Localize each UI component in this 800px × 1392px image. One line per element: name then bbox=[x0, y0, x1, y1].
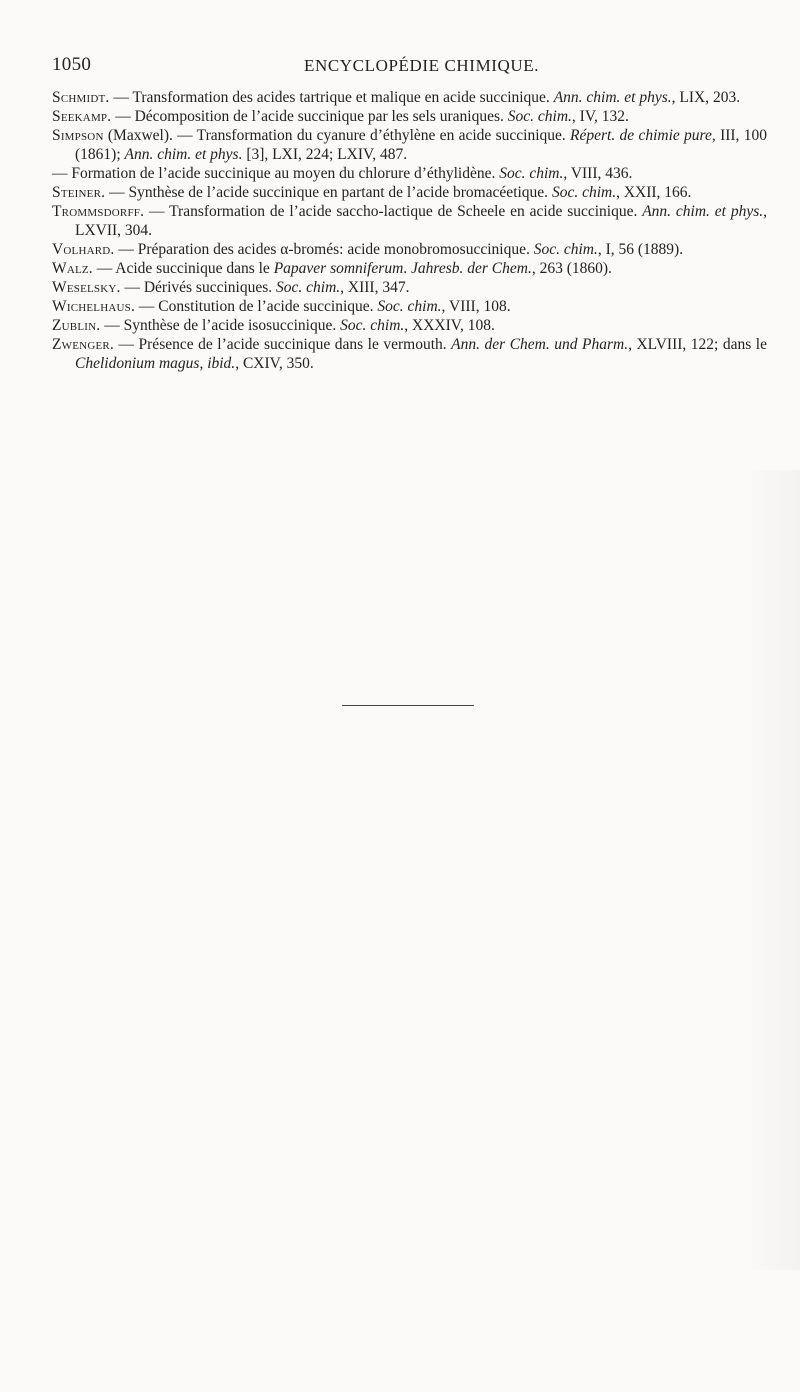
entry-text: , III, 100 (1861); bbox=[75, 127, 767, 163]
entry-citation-italic: Soc. chim. bbox=[377, 298, 442, 315]
entry-text: — Constitution de l’acide succinique. bbox=[135, 298, 378, 315]
entry-text: , XIII, 347. bbox=[340, 279, 410, 296]
entry-citation-italic: Ann. chim. et phys. bbox=[124, 146, 243, 163]
entry-text: [3], LXI, 224; LXIV, 487. bbox=[242, 146, 408, 163]
entry-author: Schmidt. bbox=[52, 89, 110, 106]
entry-author: Zublin. bbox=[52, 317, 101, 334]
bibliography-entry bbox=[52, 240, 767, 259]
entry-author: Volhard. bbox=[52, 241, 115, 258]
entry-citation-italic: Ann. der Chem. und Pharm. bbox=[451, 336, 629, 353]
entry-citation-italic: Ann. chim. et phys. bbox=[642, 203, 764, 220]
entry-citation-italic: Soc. chim. bbox=[507, 108, 572, 125]
entry-author: Walz. bbox=[52, 260, 93, 277]
bibliography-entry bbox=[52, 126, 767, 164]
bibliography-entry bbox=[52, 202, 767, 240]
entry-text: , 263 (1860). bbox=[531, 260, 612, 277]
bibliography-entry bbox=[52, 88, 767, 107]
entry-citation-italic: Soc. chim. bbox=[499, 165, 564, 182]
entry-citation-italic: Jahresb. der Chem. bbox=[411, 260, 532, 277]
entry-citation-italic: Ann. chim. et phys. bbox=[553, 89, 672, 106]
entry-text: , XXII, 166. bbox=[616, 184, 692, 201]
bibliography-list bbox=[52, 88, 767, 373]
bibliography-entry bbox=[52, 107, 767, 126]
entry-author: Zwenger. bbox=[52, 336, 114, 353]
bibliography-entry bbox=[52, 164, 767, 183]
entry-text: — Synthèse de l’acide isosuccinique. bbox=[100, 317, 341, 334]
entry-author: Wichelhaus. bbox=[52, 298, 136, 315]
entry-text: , XLVIII, 122; dans le bbox=[628, 336, 767, 353]
page-header bbox=[52, 54, 742, 82]
entry-author: Trommsdorff. bbox=[52, 203, 145, 220]
entry-text: — Présence de l’acide succinique dans le vermouth. bbox=[114, 336, 452, 353]
entry-text: , CXIV, 350. bbox=[235, 355, 314, 372]
entry-text: (Maxwel). — Transformation du cyanure d’éthylène en acide succinique. bbox=[103, 127, 571, 144]
section-end-rule bbox=[342, 705, 474, 706]
entry-text: — Synthèse de l’acide succinique en partant de l’acide bromacéetique. bbox=[105, 184, 552, 201]
entry-text: — Préparation des acides α-bromés: acide monobromosuccinique. bbox=[114, 241, 534, 258]
entry-text: , XXXIV, 108. bbox=[404, 317, 495, 334]
entry-text: , I, 56 (1889). bbox=[597, 241, 684, 258]
entry-text: — Dérivés succiniques. bbox=[120, 279, 276, 296]
entry-text: , IV, 132. bbox=[571, 108, 629, 125]
entry-text: — Décomposition de l’acide succinique par les sels uraniques. bbox=[111, 108, 508, 125]
paper-shading bbox=[740, 470, 800, 1270]
bibliography-entry bbox=[52, 335, 767, 373]
entry-citation-italic: Soc. chim. bbox=[340, 317, 405, 334]
bibliography-entry bbox=[52, 297, 767, 316]
entry-text: — Acide succinique dans le bbox=[92, 260, 274, 277]
running-title: ENCYCLOPÉDIE CHIMIQUE. bbox=[304, 56, 540, 75]
entry-citation-italic: Soc. chim. bbox=[276, 279, 341, 296]
entry-text: , bbox=[199, 355, 208, 372]
entry-citation-italic: Chelidonium magus bbox=[75, 355, 200, 372]
entry-citation-italic: Soc. chim. bbox=[533, 241, 598, 258]
bibliography-entry bbox=[52, 259, 767, 278]
entry-text: . bbox=[403, 260, 412, 277]
entry-text: , VIII, 108. bbox=[441, 298, 511, 315]
entry-text: , VIII, 436. bbox=[563, 165, 633, 182]
entry-text: , LIX, 203. bbox=[671, 89, 741, 106]
entry-author: Seekamp. bbox=[52, 108, 112, 125]
bibliography-entry bbox=[52, 278, 767, 297]
entry-text: , LXVII, 304. bbox=[75, 203, 767, 239]
entry-author: Simpson bbox=[52, 127, 104, 144]
bibliography-entry bbox=[52, 316, 767, 335]
entry-author: Weselsky. bbox=[52, 279, 121, 296]
entry-citation-italic: Répert. de chimie pure bbox=[570, 127, 712, 144]
bibliography-entry bbox=[52, 183, 767, 202]
entry-citation-italic: Soc. chim. bbox=[551, 184, 617, 201]
entry-citation-italic: ibid. bbox=[207, 355, 236, 372]
entry-citation-italic: Papaver somniferum bbox=[273, 260, 404, 277]
page-number: 1050 bbox=[52, 54, 92, 75]
entry-text: — Transformation des acides tartrique et malique en acide succinique. bbox=[109, 89, 554, 106]
entry-text: — Formation de l’acide succinique au moyen du chlorure d’éthylidène. bbox=[52, 165, 500, 182]
entry-text: — Transformation de l’acide saccho-lactique de Scheele en acide succinique. bbox=[144, 203, 643, 220]
entry-author: Steiner. bbox=[52, 184, 106, 201]
